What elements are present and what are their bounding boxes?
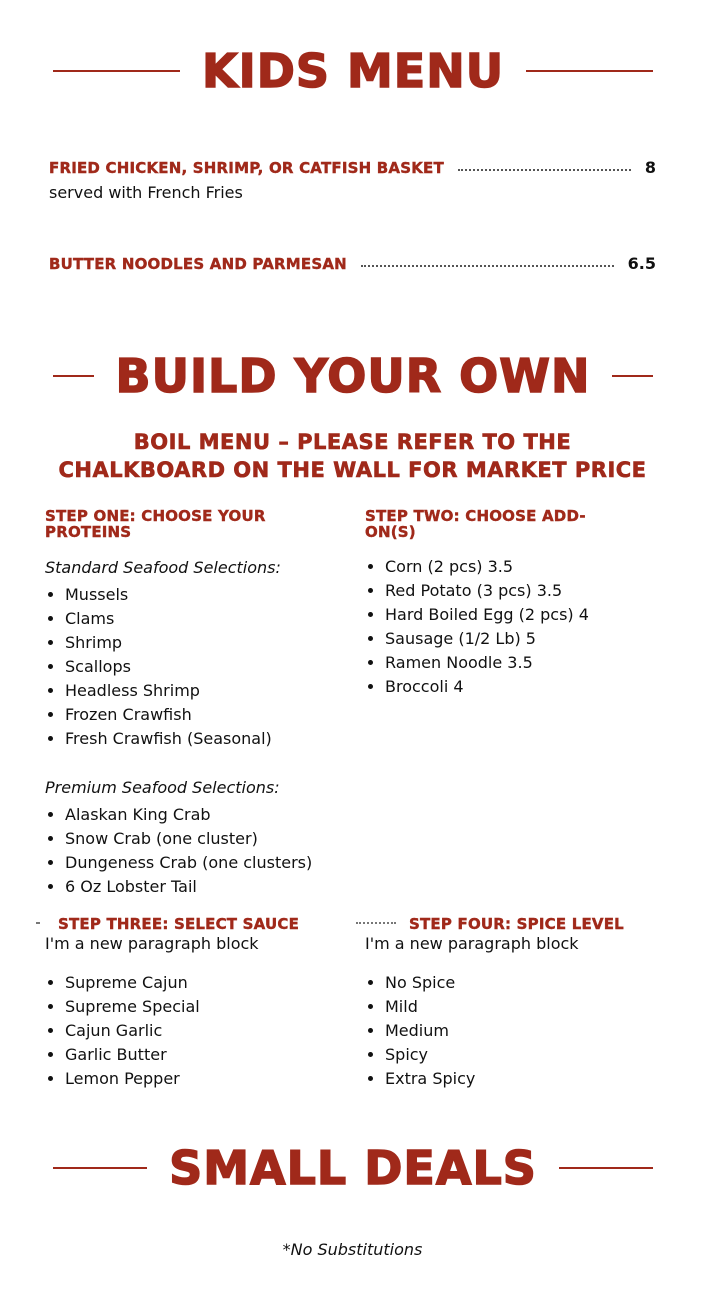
item-name: BUTTER NOODLES AND PARMESAN [49,254,347,273]
list-item: • Clams [65,607,272,631]
list-item: • Extra Spicy [385,1067,475,1091]
step-one-title: STEP ONE: CHOOSE YOUR PROTEINS [45,507,266,541]
list-item: • Lemon Pepper [65,1067,200,1091]
list-item: • 6 Oz Lobster Tail [65,875,312,899]
premium-seafood-label: Premium Seafood Selections: [45,778,280,797]
build-your-own-heading [53,349,653,403]
item-leader-dots [361,265,614,267]
list-item: • Mild [385,995,475,1019]
boil-note-line-2: CHALKBOARD ON THE WALL FOR MARKET PRICE [58,458,647,482]
list-item: • Frozen Crawfish [65,703,272,727]
heading-rule-left [53,70,180,72]
item-price: 6.5 [627,254,656,273]
menu-item-kids-basket [49,158,656,202]
step-three-paragraph: I'm a new paragraph block [45,934,259,953]
list-item: • Scallops [65,655,272,679]
add-ons-list [365,555,589,699]
heading-rule-right [612,375,653,377]
list-item: • No Spice [385,971,475,995]
heading-rule-left [53,375,94,377]
heading-rule-right [559,1167,653,1169]
list-item: • Dungeness Crab (one clusters) [65,851,312,875]
item-name: FRIED CHICKEN, SHRIMP, OR CATFISH BASKET [49,158,444,177]
kids-menu-title: KIDS MENU [201,44,505,98]
list-item: • Cajun Garlic [65,1019,200,1043]
list-item: • Sausage (1/2 Lb) 5 [385,627,589,651]
list-item: • Snow Crab (one cluster) [65,827,312,851]
list-item: • Headless Shrimp [65,679,272,703]
list-item: • Shrimp [65,631,272,655]
boil-note-line-1: BOIL MENU – PLEASE REFER TO THE [133,430,572,454]
step-two-title: STEP TWO: CHOOSE ADD-ON(S) [365,507,586,541]
sauce-list [45,971,200,1091]
list-item: • Broccoli 4 [385,675,589,699]
premium-seafood-list [45,803,312,899]
list-item: • Ramen Noodle 3.5 [385,651,589,675]
small-deals-heading [53,1141,653,1195]
no-substitutions-note: *No Substitutions [282,1240,423,1259]
leader-dots [356,922,396,924]
step-four-title: STEP FOUR: SPICE LEVEL [409,915,624,933]
list-item: • Fresh Crawfish (Seasonal) [65,727,272,751]
list-item: • Corn (2 pcs) 3.5 [385,555,589,579]
small-deals-title: SMALL DEALS [169,1141,537,1195]
list-item: • Supreme Special [65,995,200,1019]
item-price: 8 [644,158,656,177]
list-item: • Spicy [385,1043,475,1067]
menu-item-butter-noodles [49,254,656,273]
heading-rule-right [526,70,653,72]
standard-seafood-label: Standard Seafood Selections: [45,558,281,577]
standard-seafood-list [45,583,272,751]
kids-menu-heading [53,44,653,98]
leader-dots [36,922,40,924]
item-leader-dots [458,169,631,171]
list-item: • Garlic Butter [65,1043,200,1067]
step-four-paragraph: I'm a new paragraph block [365,934,579,953]
item-description: served with French Fries [49,183,243,202]
boil-menu-note [30,428,675,484]
list-item: • Red Potato (3 pcs) 3.5 [385,579,589,603]
list-item: • Alaskan King Crab [65,803,312,827]
build-your-own-title: BUILD YOUR OWN [115,349,591,403]
heading-rule-left [53,1167,147,1169]
list-item: • Mussels [65,583,272,607]
list-item: • Hard Boiled Egg (2 pcs) 4 [385,603,589,627]
step-three-title: STEP THREE: SELECT SAUCE [58,915,300,933]
list-item: • Supreme Cajun [65,971,200,995]
list-item: • Medium [385,1019,475,1043]
spice-level-list [365,971,475,1091]
